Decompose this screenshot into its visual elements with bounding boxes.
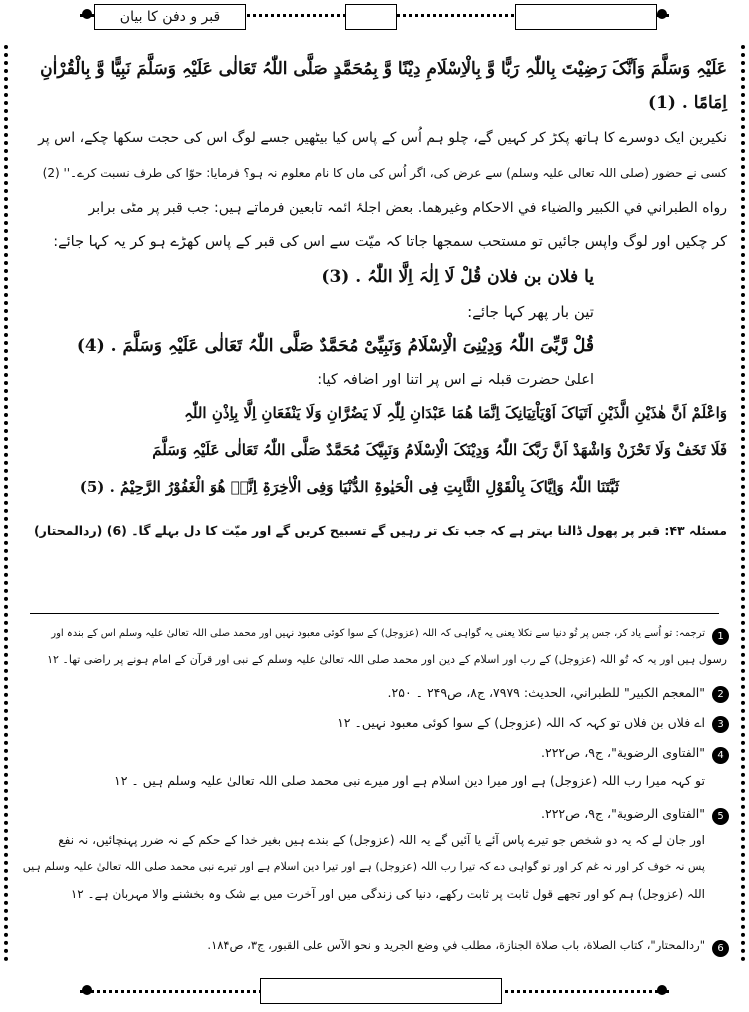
masala-43: مسئلہ ۴۳: قبر پر پھول ڈالنا بہتر ہے کہ جب تک تر رہیں گے تسبیح کریں گے اور میّت کا دل بہلے گا۔ (6) (ردالمحتار) [33,523,727,538]
footnote-separator [30,613,719,614]
footnote-3: اے فلاں بن فلاں تو کہہ کہ اللہ (عزوجل) کے سوا کوئی معبود نہیں۔ ۱۲ [337,715,705,730]
footnote-number-6: 6 [712,940,729,957]
body-line-4: کسی نے حضور (صلی اللہ تعالی علیہ وسلم) سے عرض کی، اگر اُس کی ماں کا نام معلوم نہ ہو؟ فرمایا: حوّا کی طرف نسبت کرے۔'' (2) [42,166,727,180]
footnote-number-3: 3 [712,716,729,733]
footnote-2: "المعجم الكبير" للطبراني، الحديث: ۷۹۷۹، ج۸، ص۲۴۹ ۔ ۲۵۰. [387,685,705,700]
footer-dot-right [657,985,667,995]
header-title: قبر و دفن کا بیان [119,9,221,25]
footnote-5-line-1: "الفتاوى الرضوية"، ج۹، ص۲۲۲. [541,806,705,821]
footnote-number-4: 4 [712,747,729,764]
footnote-4-line-2: تو کہہ میرا رب اللہ (عزوجل) ہے اور میرا دین اسلام ہے اور میرے نبی محمد صلی اللہ تعالیٰ علیہ وسلم ہیں ۔ ۱۲ [114,773,705,788]
footnote-1-line-1: ترجمہ: تو اُسے یاد کر، جس پر تُو دنیا سے نکلا یعنی یہ گواہی کہ اللہ (عزوجل) کے سوا کوئی معبود نہیں اور محمد صلی اللہ تعالیٰ علیہ وسلم اس کے بندہ اور [51,628,705,639]
footnote-4-line-1: "الفتاوى الرضوية"، ج۹، ص۲۲۲. [541,745,705,760]
body-line-5: رواه الطبراني في الكبير والضياء في الاحكام وغيرهما. بعض اجلۂ ائمہ تابعین فرماتے ہیں: جب قبر پر مٹی برابر [88,200,727,216]
header-box-left [94,4,246,30]
footnote-number-1: 1 [712,628,729,645]
footnote-5-line-3: پس نہ خوف کر اور نہ غم کر اور تو گواہی دے کہ تیرا رب اللہ (عزوجل) ہے اور تیرا دین اسلام ہے اور تیرے نبی محمد صلی اللہ تعالیٰ علیہ وسلم ہیں [22,860,705,873]
body-line-2: اِمَامًا . (1) [648,93,727,113]
body-line-11: وَاعْلَمْ اَنَّ ھٰذَیْنِ الَّذَیْنِ اَتَیَاکَ اَوْیَاْتِیَانِکَ اِنَّمَا ھُمَا عَبْدَانِ لِلّٰہِ لَا یَضُرَّانِ وَلَا یَنْفَعَانِ اِلَّا بِاِذْنِ اللّٰہِ [184,404,727,422]
body-line-8: تین بار پھر کہا جائے: [467,303,594,321]
body-line-9: قُلْ رَّبِّیَ اللّٰہُ وَدِیْنِیَ الْاِسْلَامُ وَنَبِیِّیْ مُحَمَّدٌ صَلَّی اللّٰہُ تَعَالٰی عَلَیْہِ وَسَلَّمَ . (4) [76,336,594,356]
header-dot-right [657,9,667,19]
footnote-number-2: 2 [712,686,729,703]
body-line-3: نکیرین ایک دوسرے کا ہاتھ پکڑ کر کہیں گے، چلو ہم اُس کے پاس کیا بیٹھیں جسے لوگ اس کی حجت سکھا چکے، اس پر [38,130,727,146]
footer-box [260,978,502,1004]
header-box-right [515,4,657,30]
right-border [741,45,745,962]
left-border [4,45,8,962]
body-line-12: فَلَا تَخَفْ وَلَا تَحْزَنْ وَاشْھَدْ اَنَّ رَبَّکَ اللّٰہُ وَدِیْنَکَ الْاِسْلَامُ وَنَبِیَّکَ مُحَمَّدٌ صَلَّی اللّٰہُ تَعَالٰی عَلَیْہِ وَسَلَّمَ [152,441,727,459]
footer-dot-left [82,985,92,995]
body-line-6: کر چکیں اور لوگ واپس جائیں تو مستحب سمجھا جاتا کہ میّت سے اس کی قبر کے پاس کھڑے ہو کر یہ کہا جائے: [53,234,727,250]
body-line-7: یا فلان بن فلان قُلْ لَا اِلٰہَ اِلَّا اللّٰہُ . (3) [321,267,594,287]
header-dot-left [82,9,92,19]
body-line-1: عَلَیْہِ وَسَلَّمَ وَاَنَّکَ رَضِیْتَ بِاللّٰہِ رَبًّا وَّ بِالْاِسْلَامِ دِیْنًا وَّ بِمُحَمَّدٍ صَلَّی اللّٰہُ تَعَالٰی عَلَیْہِ وَسَلَّمَ نَبِیًّا وَّ بِالْقُرْاٰنِ [40,59,727,79]
footnote-5-line-2: اور جان لے کہ یہ دو شخص جو تیرے پاس آئے یا آئیں گے یہ اللہ (عزوجل) کے بندے ہیں بغیر خدا کے حکم کے نہ ضرر پہنچائیں، نہ نفع [58,833,705,847]
body-line-13: ثَبَّتَنَا اللّٰہُ وَاِیَّاکَ بِالْقَوْلِ الثَّابِتِ فِی الْحَیٰوۃِ الدُّنْیَا وَفِی الْاٰخِرَۃِ اِنَّہٗ ھُوَ الْغَفُوْرُ الرَّحِیْمُ . (5) [79,478,619,496]
footnote-number-5: 5 [712,808,729,825]
footnote-1-line-2: رسول ہیں اور یہ کہ تُو اللہ (عزوجل) کے رب اور اسلام کے دین اور محمد صلی اللہ تعالیٰ علیہ وسلم کے نبی اور قرآن کے امام ہونے پر راضی تھا۔ ۱۲ [47,653,727,666]
footnote-5-line-4: اللہ (عزوجل) ہم کو اور تجھے قول ثابت پر ثابت رکھے، دنیا کی زندگی میں اور آخرت میں بے شک وہ بخشنے والا مہربان ہے۔ ۱۲ [70,887,705,901]
footnote-6: "ردالمحتار"، كتاب الصلاة، باب صلاة الجنازة، مطلب في وضع الجريد و نحو الآس على القبور، ج۳، ص۱۸۴. [207,938,705,952]
header-box-center [345,4,397,30]
body-line-10: اعلیٰ حضرت قبلہ نے اس پر اتنا اور اضافہ کیا: [317,372,594,388]
